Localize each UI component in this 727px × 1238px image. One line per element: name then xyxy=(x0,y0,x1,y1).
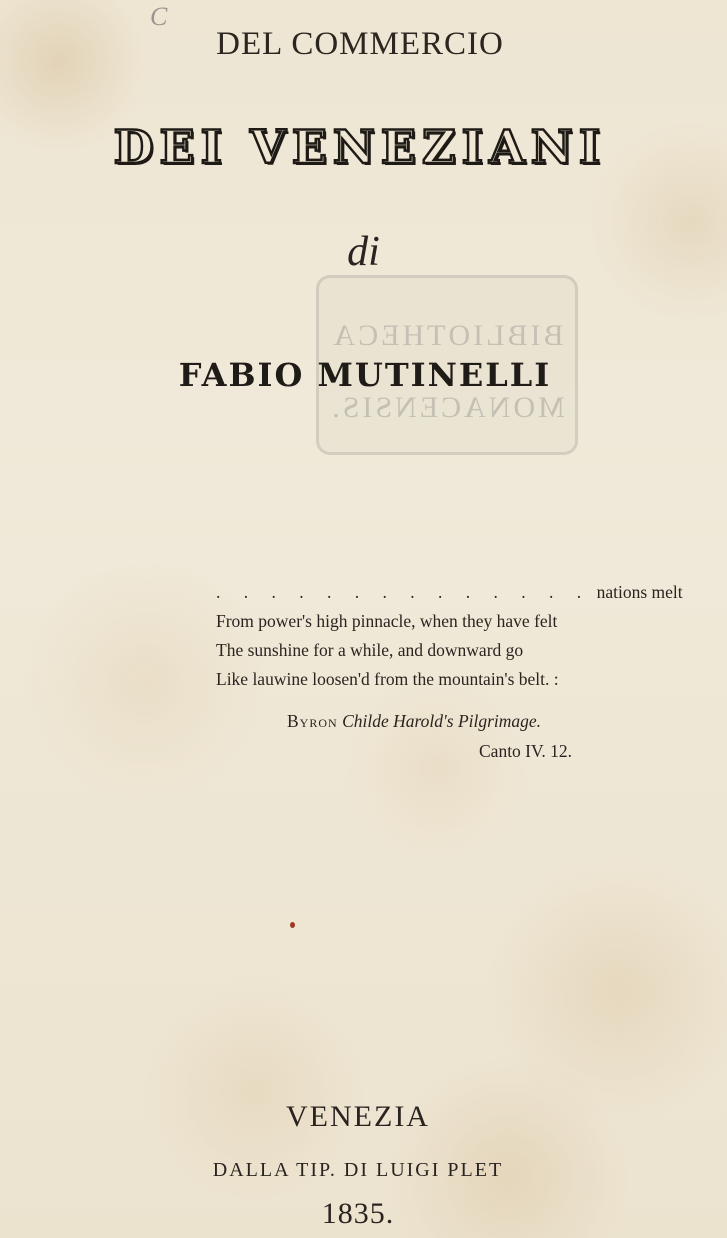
ink-speck xyxy=(290,922,295,928)
author-name: FABIO MUTINELLI xyxy=(178,356,552,394)
epigraph-line-2: From power's high pinnacle, when they have felt xyxy=(216,611,558,631)
attribution-author: Byron xyxy=(287,711,338,731)
stamp-line-1: BIBLIOTHECA xyxy=(330,319,564,352)
ellipsis-dots: . . . . . . . . . . . . . . xyxy=(216,582,591,602)
imprint-year: 1835. xyxy=(321,1197,395,1230)
epigraph-line-3: The sunshine for a while, and downward go xyxy=(216,640,524,660)
by-word: di xyxy=(347,229,380,275)
imprint-city: VENEZIA xyxy=(286,1100,430,1133)
imprint-printer: DALLA TIP. DI LUIGI PLET xyxy=(212,1159,504,1181)
epigraph-line-1-tail: nations melt xyxy=(596,582,683,602)
epigraph-line-1 xyxy=(216,578,683,607)
pencil-mark: C xyxy=(150,2,168,31)
attribution-work: Childe Harold's Pilgrimage. xyxy=(342,711,542,731)
title-line-1: DEL COMMERCIO xyxy=(216,26,504,62)
epigraph-line-4: Like lauwine loosen'd from the mountain's belt. : xyxy=(216,669,559,689)
stamp-line-2: MONACENSIS. xyxy=(329,391,565,424)
attribution-canto: Canto IV. 12. xyxy=(479,741,573,761)
title-line-2: DEI VENEZIANI xyxy=(113,120,607,174)
epigraph-attribution xyxy=(287,706,572,766)
epigraph xyxy=(216,578,683,694)
